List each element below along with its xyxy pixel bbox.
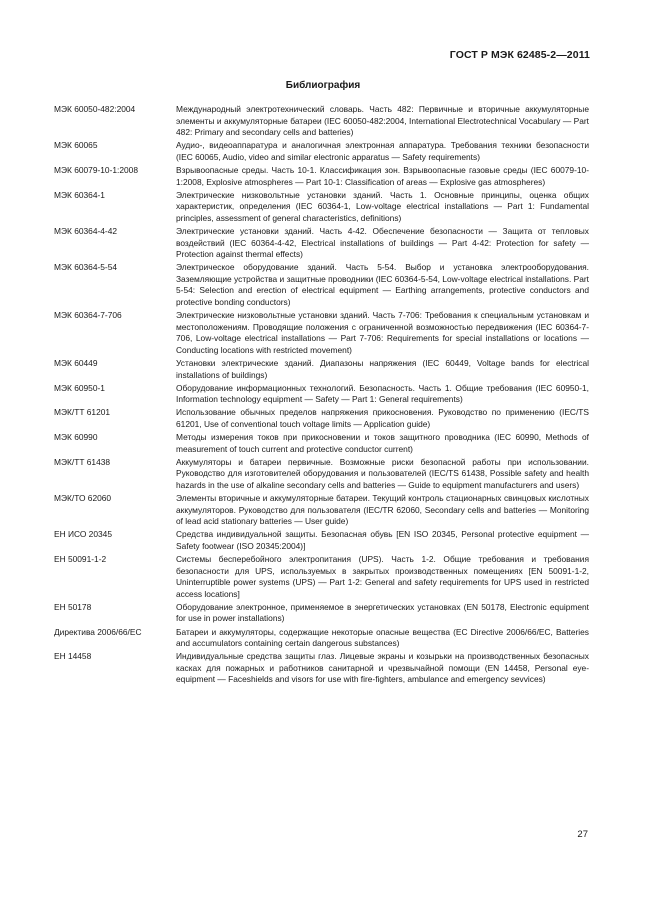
entry-code: ЕН 14458: [54, 651, 92, 662]
entry-code: МЭК 60990: [54, 432, 98, 443]
bibliography-entry: [54, 651, 589, 686]
entry-description: Использование обычных пределов напряжения прикосновения. Руководство по применению (IEC/TS 61201, Use of conventional touch voltage limits — Application guide): [176, 407, 589, 429]
entry-description: Средства индивидуальной защиты. Безопасная обувь [EN ISO 20345, Personal protective equipment — Safety footwear (ISO 20345:2004)]: [176, 529, 589, 551]
bibliography-entry: [54, 262, 589, 308]
entry-description: Оборудование информационных технологий. Безопасность. Часть 1. Общие требования (IEC 60950-1, Information technology equipment — Safety — Part 1: General requirements): [176, 382, 589, 405]
entry-description: Аккумуляторы и батареи первичные. Возможные риски безопасной работы при использовании. Руководство для изготовителей оборудования и пользователей (IEC/TS 61438, Possible safety and health hazards in the use of alkaline secondary cells and batteries — Guide to equipment manufacturers and users): [176, 456, 589, 490]
bibliography-list: [54, 104, 589, 688]
bibliography-entry: [54, 140, 589, 163]
bibliography-entry: [54, 457, 589, 492]
standard-code: ГОСТ Р МЭК 62485-2—2011: [449, 49, 590, 61]
entry-code: ЕН 50178: [54, 601, 92, 612]
entry-description: Электрические низковольтные установки зданий. Часть 1. Основные принципы, оценка общих характеристик, определения (IEC 60364-1, Low-voltage electrical installations — Part 1: Fundamental principles, assessment of general characteristics, definitions): [176, 189, 589, 223]
entry-description: Батареи и аккумуляторы, содержащие некоторые опасные вещества (EC Directive 2006/66/EC, Batteries and accumulators containing certain dangerous substances): [176, 626, 589, 649]
entry-code: МЭК/ТТ 61201: [54, 407, 111, 418]
entry-code: Директива 2006/66/ЕС: [54, 626, 142, 637]
bibliography-entry: [54, 432, 589, 455]
bibliography-entry: [54, 165, 589, 188]
bibliography-entry: [54, 310, 589, 356]
bibliography-entry: [54, 358, 589, 381]
bibliography-entry: [54, 529, 589, 552]
entry-code: МЭК 60364-7-706: [54, 310, 122, 321]
bibliography-entry: [54, 602, 589, 625]
bibliography-entry: [54, 190, 589, 225]
bibliography-entry: [54, 493, 589, 528]
bibliography-entry: [54, 226, 589, 261]
entry-code: МЭК 60364-1: [54, 189, 105, 200]
entry-code: МЭК 60449: [54, 357, 98, 368]
entry-description: Оборудование электронное, применяемое в энергетических установках (EN 50178, Electronic equipment for use in power installations): [176, 601, 589, 624]
entry-description: Элементы вторичные и аккумуляторные батареи. Текущий контроль стационарных свинцовых кислотных аккумуляторов. Руководство для пользователя (IEC/TR 62060, Secondary cells and batteries — Monitoring of lead acid stationary batteries — User guide): [176, 493, 589, 527]
entry-description: Взрывоопасные среды. Часть 10-1. Классификация зон. Взрывоопасные газовые среды (IEC 60079-10-1:2008, Explosive atmospheres — Part 10-1: Classification of areas — Explosive gas atmospheres): [176, 164, 589, 187]
entry-description: Электрическое оборудование зданий. Часть 5-54. Выбор и установка электрооборудования. Заземляющие устройства и защитные проводники (IEC 60364-5-54, Low-voltage electrical installations. Part 5-54: Selection and erection of electrical equipment — Earthing arrangements, protective conductors and protective bonding conductors): [176, 262, 589, 307]
bibliography-entry: [54, 407, 589, 430]
entry-description: Системы бесперебойного электропитания (UPS). Часть 1-2. Общие требования и требования безопасности для UPS, используемых в закрытых производственных помещениях [EN 50091-1-2, Uninterruptible power systems (UPS) — Part 1-2: General and safety requirements for UPS used in restricted access locations]: [176, 553, 589, 599]
bibliography-entry: [54, 383, 589, 406]
entry-code: ЕН 50091-1-2: [54, 553, 107, 564]
entry-description: Электрические установки зданий. Часть 4-42. Обеспечение безопасности — Защита от тепловых воздействий (IEC 60364-4-42, Electrical installations of buildings — Part 4-42: Protection for safety — Protection against thermal effects): [176, 225, 589, 260]
entry-code: МЭК 60079-10-1:2008: [54, 164, 138, 175]
entry-description: Установки электрические зданий. Диапазоны напряжения (IEC 60449, Voltage bands for electrical installations of buildings): [176, 357, 589, 380]
entry-code: ЕН ИСО 20345: [54, 529, 112, 540]
entry-code: МЭК 60364-4-42: [54, 225, 118, 236]
entry-code: МЭК/ТТ 61438: [54, 456, 111, 467]
page-number: 27: [577, 829, 588, 840]
bibliography-entry: [54, 554, 589, 600]
entry-description: Аудио-, видеоаппаратура и аналогичная электронная аппаратура. Требования техники безопасности (IEC 60065, Audio, video and similar electronic apparatus — Safety requirements): [176, 140, 589, 162]
bibliography-entry: [54, 104, 589, 139]
entry-description: Методы измерения токов при прикосновении и токов защитного проводника (IEC 60990, Methods of measurement of touch current and protective conductor current): [176, 432, 589, 454]
entry-code: МЭК/ТО 62060: [54, 493, 112, 503]
bibliography-entry: [54, 627, 589, 650]
section-title: Библиография: [285, 80, 361, 91]
entry-code: МЭК 60065: [54, 140, 98, 151]
entry-code: МЭК 60950-1: [54, 382, 105, 393]
entry-description: Электрические низковольтные установки зданий. Часть 7-706: Требования к специальным установкам и местоположениям. Проводящие положения с ограниченной возможностью передвижения (IEC 60364-7-706, Low-voltage electrical installations — Part 7-706: Requirements for special installations or locations — Conducting locations with restricted movement): [176, 310, 589, 355]
entry-description: Международный электротехнический словарь. Часть 482: Первичные и вторичные аккумуляторные элементы и аккумуляторные батареи (IEC 60050-482:2004, International Electrotechnical Vocabulary — Part 482: Primary and secondary cells and batteries): [176, 104, 589, 138]
entry-code: МЭК 60364-5-54: [54, 262, 118, 273]
entry-code: МЭК 60050-482:2004: [54, 104, 136, 114]
entry-description: Индивидуальные средства защиты глаз. Лицевые экраны и козырьки на производственных безопасных касках для пожарных и работников санитарной и чрезвычайной помощи (EN 14458, Personal eye-equipment — Faceshields and visors for use with fire-fighters, ambulance and emergency sevvices): [176, 651, 589, 685]
